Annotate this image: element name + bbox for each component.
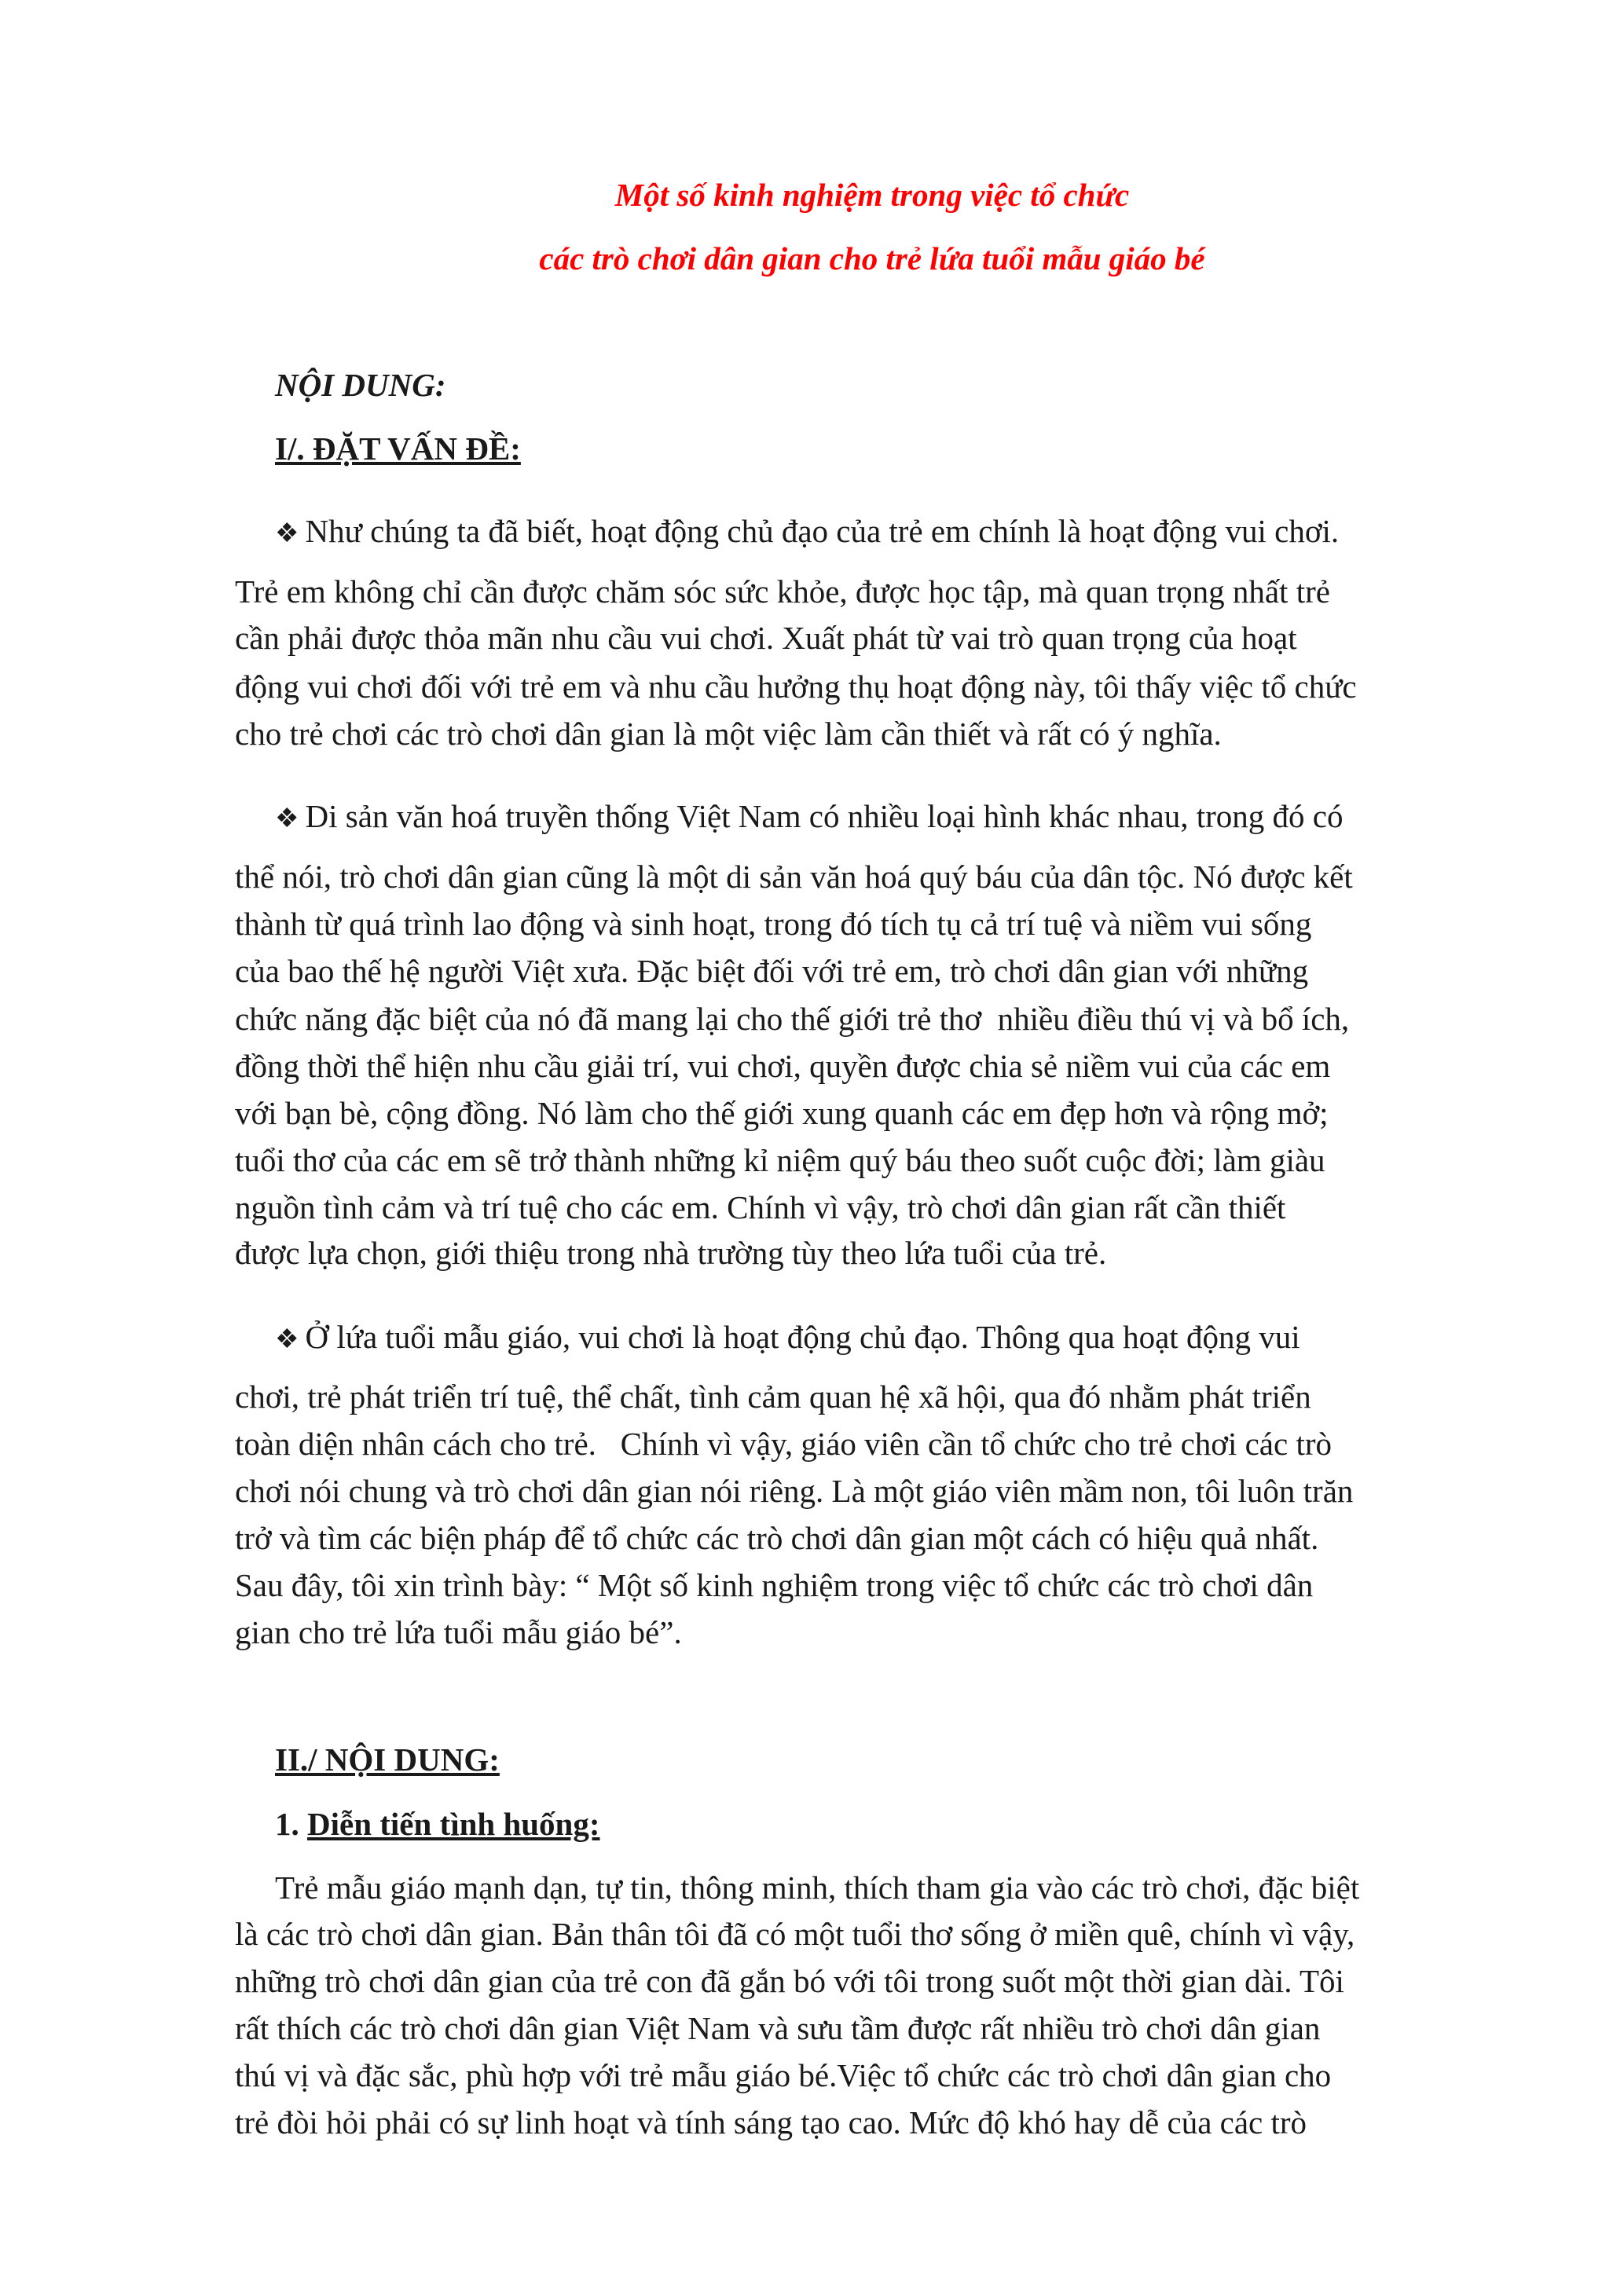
diamond-bullet-icon: ❖ <box>275 1325 299 1354</box>
paragraph-2-line: thành từ quá trình lao động và sinh hoạt, trong đó tích tụ cả trí tuệ và niềm vui sống <box>235 906 1312 942</box>
paragraph-2-line: thể nói, trò chơi dân gian cũng là một di sản văn hoá quý báu của dân tộc. Nó được kết <box>235 859 1353 895</box>
subsection-number: 1. <box>275 1806 299 1842</box>
section-1-heading: I/. ĐẶT VẤN ĐỀ: <box>275 430 521 467</box>
paragraph-4-line: thú vị và đặc sắc, phù hợp với trẻ mẫu giáo bé.Việc tổ chức các trò chơi dân gian cho <box>235 2057 1332 2093</box>
paragraph-1-line: động vui chơi đối với trẻ em và nhu cầu hưởng thụ hoạt động này, tôi thấy việc tổ chức <box>235 668 1357 705</box>
paragraph-4-line: rất thích các trò chơi dân gian Việt Nam và sưu tầm được rất nhiều trò chơi dân gian <box>235 2010 1321 2046</box>
paragraph-2-line: chức năng đặc biệt của nó đã mang lại cho thế giới trẻ thơ nhiều điều thú vị và bổ ích, <box>235 1001 1350 1037</box>
paragraph-3-line: ❖ Ở lứa tuổi mẫu giáo, vui chơi là hoạt động chủ đạo. Thông qua hoạt động vui <box>275 1319 1300 1355</box>
paragraph-4-line: trẻ đòi hỏi phải có sự linh hoạt và tính sáng tạo cao. Mức độ khó hay dễ của các trò <box>235 2104 1307 2140</box>
paragraph-4-line: Trẻ mẫu giáo mạnh dạn, tự tin, thông minh, thích tham gia vào các trò chơi, đặc biệt <box>275 1869 1360 1906</box>
paragraph-1-line: Trẻ em không chỉ cần được chăm sóc sức khỏe, được học tập, mà quan trọng nhất trẻ <box>235 573 1330 610</box>
paragraph-2-line: đồng thời thể hiện nhu cầu giải trí, vui chơi, quyền được chia sẻ niềm vui của các em <box>235 1048 1331 1084</box>
paragraph-2-line: của bao thế hệ người Việt xưa. Đặc biệt đối với trẻ em, trò chơi dân gian với những <box>235 953 1309 989</box>
paragraph-2-line: nguồn tình cảm và trí tuệ cho các em. Chính vì vậy, trò chơi dân gian rất cần thiết <box>235 1189 1286 1225</box>
paragraph-2-line: được lựa chọn, giới thiệu trong nhà trường tùy theo lứa tuổi của trẻ. <box>235 1235 1107 1271</box>
subsection-title: Diễn tiến tình huống: <box>307 1806 600 1842</box>
subsection-1-heading <box>275 1804 600 1844</box>
section-2-heading: II./ NỘI DUNG: <box>275 1741 500 1778</box>
paragraph-4-line: những trò chơi dân gian của trẻ con đã gắn bó với tôi trong suốt một thời gian dài. Tôi <box>235 1963 1344 1999</box>
paragraph-4-line: là các trò chơi dân gian. Bản thân tôi đã có một tuổi thơ sống ở miền quê, chính vì vậy, <box>235 1916 1355 1952</box>
paragraph-1-line: cần phải được thỏa mãn nhu cầu vui chơi. Xuất phát từ vai trò quan trọng của hoạt <box>235 620 1297 656</box>
paragraph-3-line: gian cho trẻ lứa tuổi mẫu giáo bé”. <box>235 1614 682 1650</box>
paragraph-1-line: ❖ Như chúng ta đã biết, hoạt động chủ đạo của trẻ em chính là hoạt động vui chơi. <box>275 513 1340 549</box>
paragraph-1-line: cho trẻ chơi các trò chơi dân gian là một việc làm cần thiết và rất có ý nghĩa. <box>235 716 1222 752</box>
paragraph-2-line: với bạn bè, cộng đồng. Nó làm cho thế giới xung quanh các em đẹp hơn và rộng mở; <box>235 1095 1329 1131</box>
paragraph-3-line: chơi, trẻ phát triển trí tuệ, thể chất, tình cảm quan hệ xã hội, qua đó nhằm phát triển <box>235 1379 1311 1415</box>
paragraph-3-line: Sau đây, tôi xin trình bày: “ Một số kinh nghiệm trong việc tổ chức các trò chơi dân <box>235 1567 1314 1603</box>
document-title-line-2: các trò chơi dân gian cho trẻ lứa tuổi mẫu giáo bé <box>539 240 1205 276</box>
content-heading: NỘI DUNG: <box>275 367 446 403</box>
paragraph-2-line: tuổi thơ của các em sẽ trở thành những kỉ niệm quý báu theo suốt cuộc đời; làm giàu <box>235 1142 1325 1178</box>
paragraph-2-line: ❖ Di sản văn hoá truyền thống Việt Nam có nhiều loại hình khác nhau, trong đó có <box>275 798 1344 834</box>
diamond-bullet-icon: ❖ <box>275 804 299 833</box>
paragraph-3-line: toàn diện nhân cách cho trẻ. Chính vì vậy, giáo viên cần tổ chức cho trẻ chơi các trò <box>235 1426 1333 1462</box>
document-title-line-1: Một số kinh nghiệm trong việc tổ chức <box>614 177 1130 213</box>
paragraph-3-line: chơi nói chung và trò chơi dân gian nói riêng. Là một giáo viên mầm non, tôi luôn trăn <box>235 1473 1354 1509</box>
diamond-bullet-icon: ❖ <box>275 519 299 548</box>
paragraph-3-line: trở và tìm các biện pháp để tổ chức các trò chơi dân gian một cách có hiệu quả nhất. <box>235 1520 1319 1556</box>
